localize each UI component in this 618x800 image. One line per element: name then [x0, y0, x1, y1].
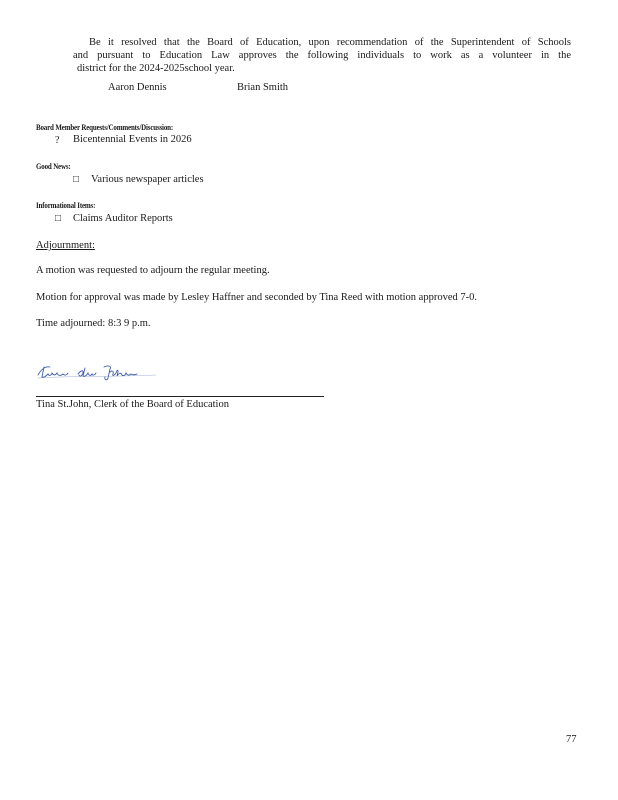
- adjournment-motion-approval: Motion for approval was made by Lesley Haffner and seconded by Tina Reed with motion approved 7-0.: [36, 292, 477, 303]
- resolution-line-3: district for the 2024-2025school year.: [77, 63, 235, 74]
- signature-line: [36, 396, 324, 397]
- board-member-bullet: ?: [55, 135, 60, 146]
- page-number: 77: [566, 734, 577, 745]
- adjournment-heading: Adjournment:: [36, 240, 95, 251]
- informational-item: Claims Auditor Reports: [73, 213, 173, 224]
- resolution-line-1: Be it resolved that the Board of Education, upon recommendation of the Superintendent of Schools: [89, 37, 571, 48]
- informational-bullet: □: [55, 213, 62, 224]
- volunteer-name-2: Brian Smith: [237, 82, 289, 93]
- board-member-item: Bicentennial Events in 2026: [73, 134, 192, 145]
- resolution-paragraph: [73, 36, 571, 75]
- resolution-line-2: and pursuant to Education Law approves the following individuals to work as a volunteer in the: [73, 50, 571, 61]
- good-news-item: Various newspaper articles: [91, 174, 204, 185]
- good-news-bullet: □: [73, 174, 80, 185]
- adjournment-time: Time adjourned: 8:3 9 p.m.: [36, 318, 151, 329]
- board-member-heading: Board Member Requests/Comments/Discussion:: [36, 122, 174, 132]
- good-news-heading: Good News:: [36, 161, 71, 171]
- handwritten-signature: [36, 360, 166, 382]
- informational-heading: Informational Items:: [36, 200, 96, 210]
- signature-name: Tina St.John, Clerk of the Board of Education: [36, 399, 229, 410]
- adjournment-motion-request: A motion was requested to adjourn the regular meeting.: [36, 265, 270, 276]
- volunteer-name-1: Aaron Dennis: [108, 82, 167, 93]
